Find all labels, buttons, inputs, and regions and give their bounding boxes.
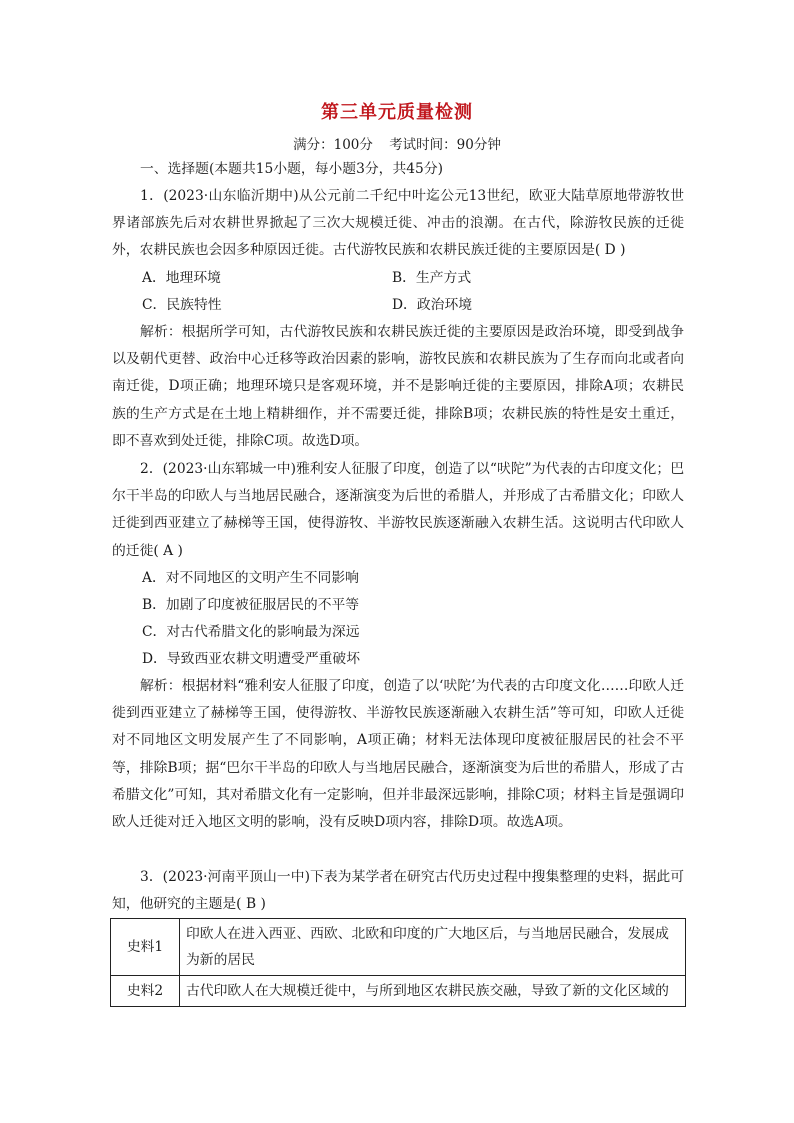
- exam-info: [0, 133, 794, 153]
- source-text: 古代印欧人在大规模迁徙中，与所到地区农耕民族交融，导致了新的文化区域的: [180, 976, 686, 1007]
- source-text: 印欧人在进入西亚、西欧、北欧和印度的广大地区后，与当地居民融合，发展成为新的居民: [180, 919, 686, 976]
- page-title: 第三单元质量检测: [321, 102, 473, 123]
- q2-option-c: C．对古代希腊文化的影响最为深远: [142, 624, 360, 640]
- q1-option-c: C．民族特性: [142, 297, 222, 313]
- q2-option-d: D．导致西亚农耕文明遭受严重破坏: [142, 651, 361, 667]
- table-row: [111, 976, 686, 1007]
- q1-analysis: 解析：根据所学可知，古代游牧民族和农耕民族迁徙的主要原因是政治环境，即受到战争以及朝代更替、政治中心迁移等政治因素的影响，游牧民族和农耕民族为了生存而向北或者向南迁徙，D项正确；地理环境只是客观环境，并不是影响迁徙的主要原因，排除A项；农耕民族的生产方式是在土地上精耕细作，并不需要迁徙，排除B项；农耕民族的特性是安土重迁，即不喜欢到处迁徙，排除C项。故选D项。: [112, 324, 684, 449]
- q2-option-a: A．对不同地区的文明产生不同影响: [142, 570, 359, 586]
- q3-stem: 3．(2023·河南平顶山一中)下表为某学者在研究古代历史过程中搜集整理的史料，据此可知，他研究的主题是( B ): [112, 869, 684, 913]
- section-heading: 一、选择题(本题共15小题，每小题3分，共45分): [140, 161, 443, 177]
- q2-option-b: B．加剧了印度被征服居民的不平等: [142, 597, 360, 613]
- full-score: 满分：100分: [293, 137, 373, 153]
- table-row: [111, 919, 686, 976]
- q1-stem: 1．(2023·山东临沂期中)从公元前二千纪中叶迄公元13世纪，欧亚大陆草原地带游牧世界诸部族先后对农耕世界掀起了三次大规模迁徙、冲击的浪潮。在古代，除游牧民族的迁徙外，农耕民族也会因多种原因迁徙。古代游牧民族和农耕民族迁徙的主要原因是( D ): [112, 188, 684, 259]
- source-label: 史料1: [111, 919, 180, 976]
- q1-option-d: D．政治环境: [392, 297, 473, 313]
- exam-time: 考试时间：90分钟: [389, 137, 501, 153]
- q1-option-a: A．地理环境: [142, 270, 221, 286]
- q3-source-table: [110, 918, 686, 1007]
- q1-option-b: B．生产方式: [392, 270, 472, 286]
- q2-stem: 2．(2023·山东郓城一中)雅利安人征服了印度，创造了以“吠陀”为代表的古印度文化；巴尔干半岛的印欧人与当地居民融合，逐渐演变为后世的希腊人，并形成了古希腊文化；印欧人迁徙到西亚建立了赫梯等王国，使得游牧、半游牧民族逐渐融入农耕生活。这说明古代印欧人的迁徙( A ): [112, 461, 684, 559]
- q2-analysis: 解析：根据材料“雅利安人征服了印度，创造了以‘吠陀’为代表的古印度文化……印欧人迁徙到西亚建立了赫梯等王国，使得游牧、半游牧民族逐渐融入农耕生活”等可知，印欧人迁徙对不同地区文明发展产生了不同影响，A项正确；材料无法体现印度被征服居民的社会不平等，排除B项；据“巴尔干半岛的印欧人与当地居民融合，逐渐演变为后世的希腊人，形成了古希腊文化”可知，其对希腊文化有一定影响，但并非最深远影响，排除C项；材料主旨是强调印欧人迁徙对迁入地区文明的影响，没有反映D项内容，排除D项。故选A项。: [112, 678, 684, 831]
- source-label: 史料2: [111, 976, 180, 1007]
